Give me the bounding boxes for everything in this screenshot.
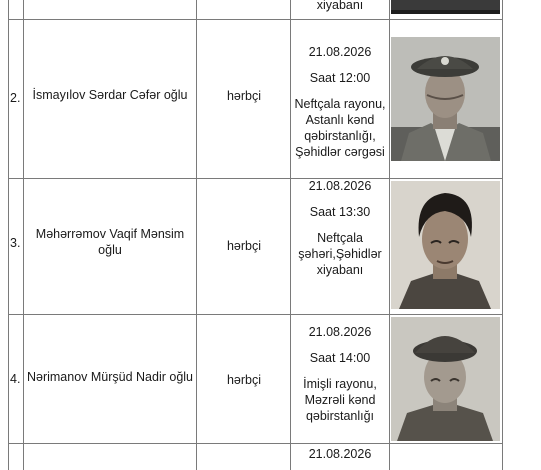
row-number: 3. <box>10 236 21 250</box>
burial-info <box>292 178 388 278</box>
date-text: 21.08.2026 <box>308 447 372 461</box>
table-border-right <box>502 0 503 470</box>
table-border-left <box>8 0 9 470</box>
date-text: 21.08.2026 <box>308 179 372 193</box>
location-text: qəbirstanlığı <box>305 409 375 423</box>
person-role: hərbçi <box>226 239 262 253</box>
location-text: Astanlı kənd <box>305 113 375 127</box>
time-text: Saat 12:00 <box>309 71 371 85</box>
location-text: İmişli rayonu, <box>303 377 377 391</box>
portrait-photo <box>391 0 500 14</box>
date-text: 21.08.2026 <box>308 325 372 339</box>
column-divider <box>389 0 390 470</box>
location-text: Neftçala <box>317 231 363 245</box>
info-text: xiyabanı <box>316 0 364 12</box>
location-text: Məzrəli kənd <box>304 393 376 407</box>
table-row <box>292 0 388 13</box>
burial-info <box>292 324 388 424</box>
person-name: Nərimanov Mürşüd Nadir oğlu <box>26 370 194 384</box>
row-number: 4. <box>10 372 21 386</box>
person-role: hərbçi <box>226 89 262 103</box>
location-text: şəhəri,Şəhidlər <box>298 247 382 261</box>
person-name: Məhərrəmov Vaqif Mənsim oğlu <box>35 227 185 257</box>
column-divider <box>196 0 197 470</box>
time-text: Saat 13:30 <box>309 205 371 219</box>
portrait-photo <box>391 37 500 161</box>
portrait-photo <box>391 317 500 441</box>
person-name: İsmayılov Sərdar Cəfər oğlu <box>32 88 188 102</box>
row-divider <box>8 178 502 179</box>
row-divider <box>8 19 502 20</box>
location-text: xiyabanı <box>316 263 364 277</box>
row-number: 2. <box>10 91 21 105</box>
time-text: Saat 14:00 <box>309 351 371 365</box>
date-text: 21.08.2026 <box>308 45 372 59</box>
burial-info <box>292 446 388 462</box>
row-divider <box>8 314 502 315</box>
location-text: Neftçala rayonu, <box>294 97 386 111</box>
person-role: hərbçi <box>226 373 262 387</box>
column-divider <box>290 0 291 470</box>
row-divider <box>8 443 502 444</box>
location-text: qəbirstanlığı, <box>304 129 376 143</box>
location-text: Şəhidlər cərgəsi <box>295 145 385 159</box>
burial-info <box>292 44 388 160</box>
portrait-photo <box>391 181 500 309</box>
